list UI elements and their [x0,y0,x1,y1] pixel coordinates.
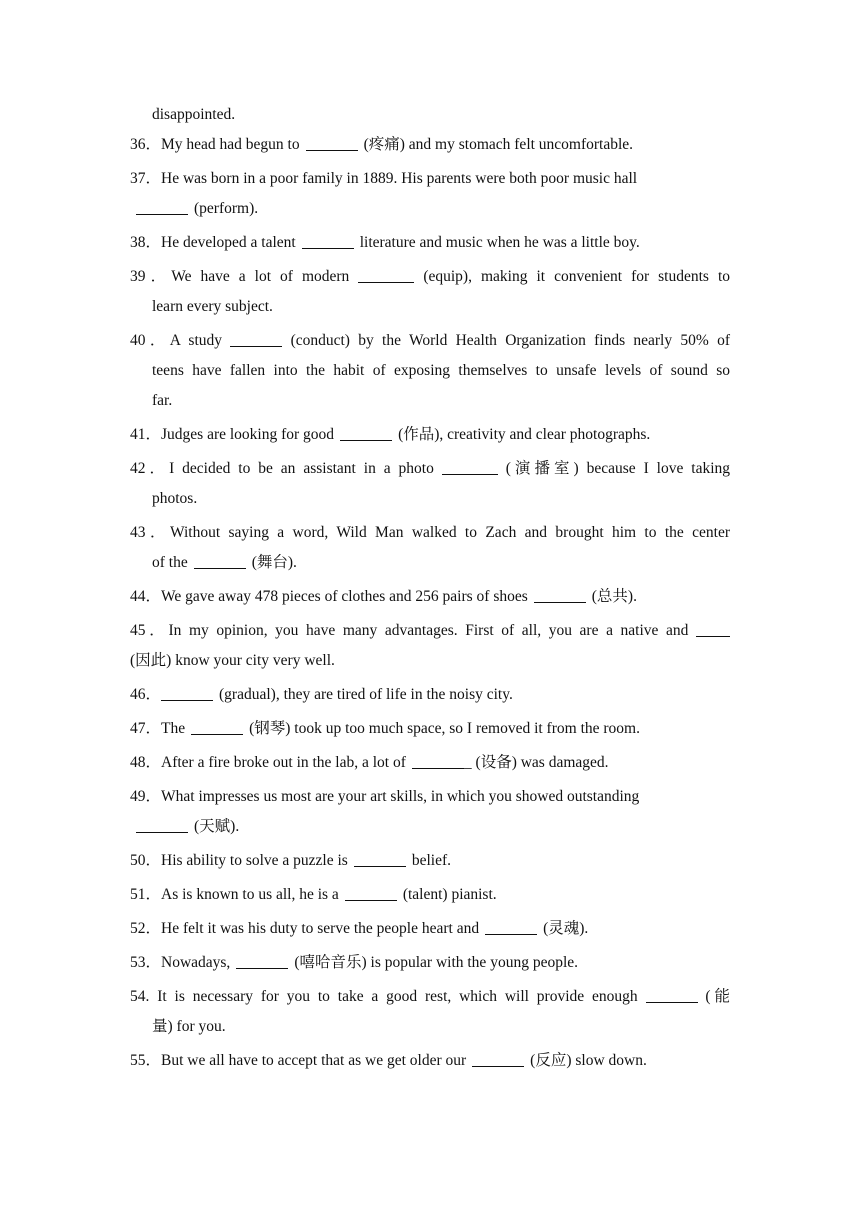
question-55: 55．But we all have to accept that as we get older our (反应) slow down. [130,1052,647,1069]
question-49: 49．What impresses us most are your art skills, in which you showed outstanding [130,788,640,805]
answer-blank[interactable] [345,884,397,901]
answer-blank[interactable] [306,134,358,151]
question-40: 40．A study (conduct) by the World Health Organization finds nearly 50% of [130,332,730,349]
question-42-continuation: photos. [152,490,198,507]
question-42: 42．I decided to be an assistant in a photo (演播室) because I love taking [130,460,730,477]
answer-blank[interactable] [340,424,392,441]
answer-blank[interactable] [696,620,730,637]
question-36: 36．My head had begun to (疼痛) and my stomach felt uncomfortable. [130,136,634,153]
answer-blank[interactable] [230,330,282,347]
answer-blank[interactable] [302,232,354,249]
answer-blank[interactable] [485,918,537,935]
question-49-continuation: (天赋). [130,812,730,842]
answer-blank[interactable] [354,850,406,867]
answer-blank[interactable] [191,718,243,735]
answer-blank[interactable] [236,952,288,969]
answer-blank[interactable] [161,684,213,701]
question-53: 53．Nowadays, (嘻哈音乐) is popular with the young people. [130,954,579,971]
answer-blank[interactable] [136,816,188,833]
question-39: 39．We have a lot of modern (equip), making it convenient for students to [130,268,731,285]
question-43-continuation: of the (舞台). [152,554,297,571]
answer-blank[interactable] [136,198,188,215]
question-35-continuation: disappointed. [152,106,236,123]
question-48: 48．After a fire broke out in the lab, a lot of _ (设备) was damaged. [130,754,609,771]
exercise-list [130,100,730,1076]
question-46: 46． (gradual), they are tired of life in the noisy city. [130,686,513,703]
question-45-continuation: (因此) know your city very well. [130,652,335,669]
answer-blank[interactable] [442,458,498,475]
question-50: 50．His ability to solve a puzzle is belief. [130,852,451,869]
question-40-continuation: teens have fallen into the habit of exposing themselves to unsafe levels of sound so [152,362,730,379]
question-37: 37．He was born in a poor family in 1889. His parents were both poor music hall [130,170,638,187]
answer-blank[interactable] [534,586,586,603]
question-40-continuation-2: far. [152,392,173,409]
answer-blank[interactable] [472,1050,524,1067]
question-44: 44．We gave away 478 pieces of clothes and 256 pairs of shoes (总共). [130,588,637,605]
answer-blank[interactable] [194,552,246,569]
question-54-continuation: 量) for you. [152,1018,226,1035]
question-37-continuation: (perform). [130,194,730,224]
question-39-continuation: learn every subject. [152,298,273,315]
question-43: 43．Without saying a word, Wild Man walked to Zach and brought him to the center [130,524,730,541]
question-45: 45．In my opinion, you have many advantages. First of all, you are a native and [130,616,730,646]
answer-blank[interactable] [358,266,414,283]
question-47: 47．The (钢琴) took up too much space, so I removed it from the room. [130,720,640,737]
question-51: 51．As is known to us all, he is a (talent) pianist. [130,886,497,903]
answer-blank[interactable] [412,752,464,769]
question-38: 38．He developed a talent literature and music when he was a little boy. [130,234,640,251]
answer-blank[interactable] [646,986,698,1003]
question-52: 52．He felt it was his duty to serve the people heart and (灵魂). [130,920,589,937]
question-41: 41．Judges are looking for good (作品), creativity and clear photographs. [130,426,651,443]
question-54: 54. It is necessary for you to take a good rest, which will provide enough (能 [130,988,730,1005]
